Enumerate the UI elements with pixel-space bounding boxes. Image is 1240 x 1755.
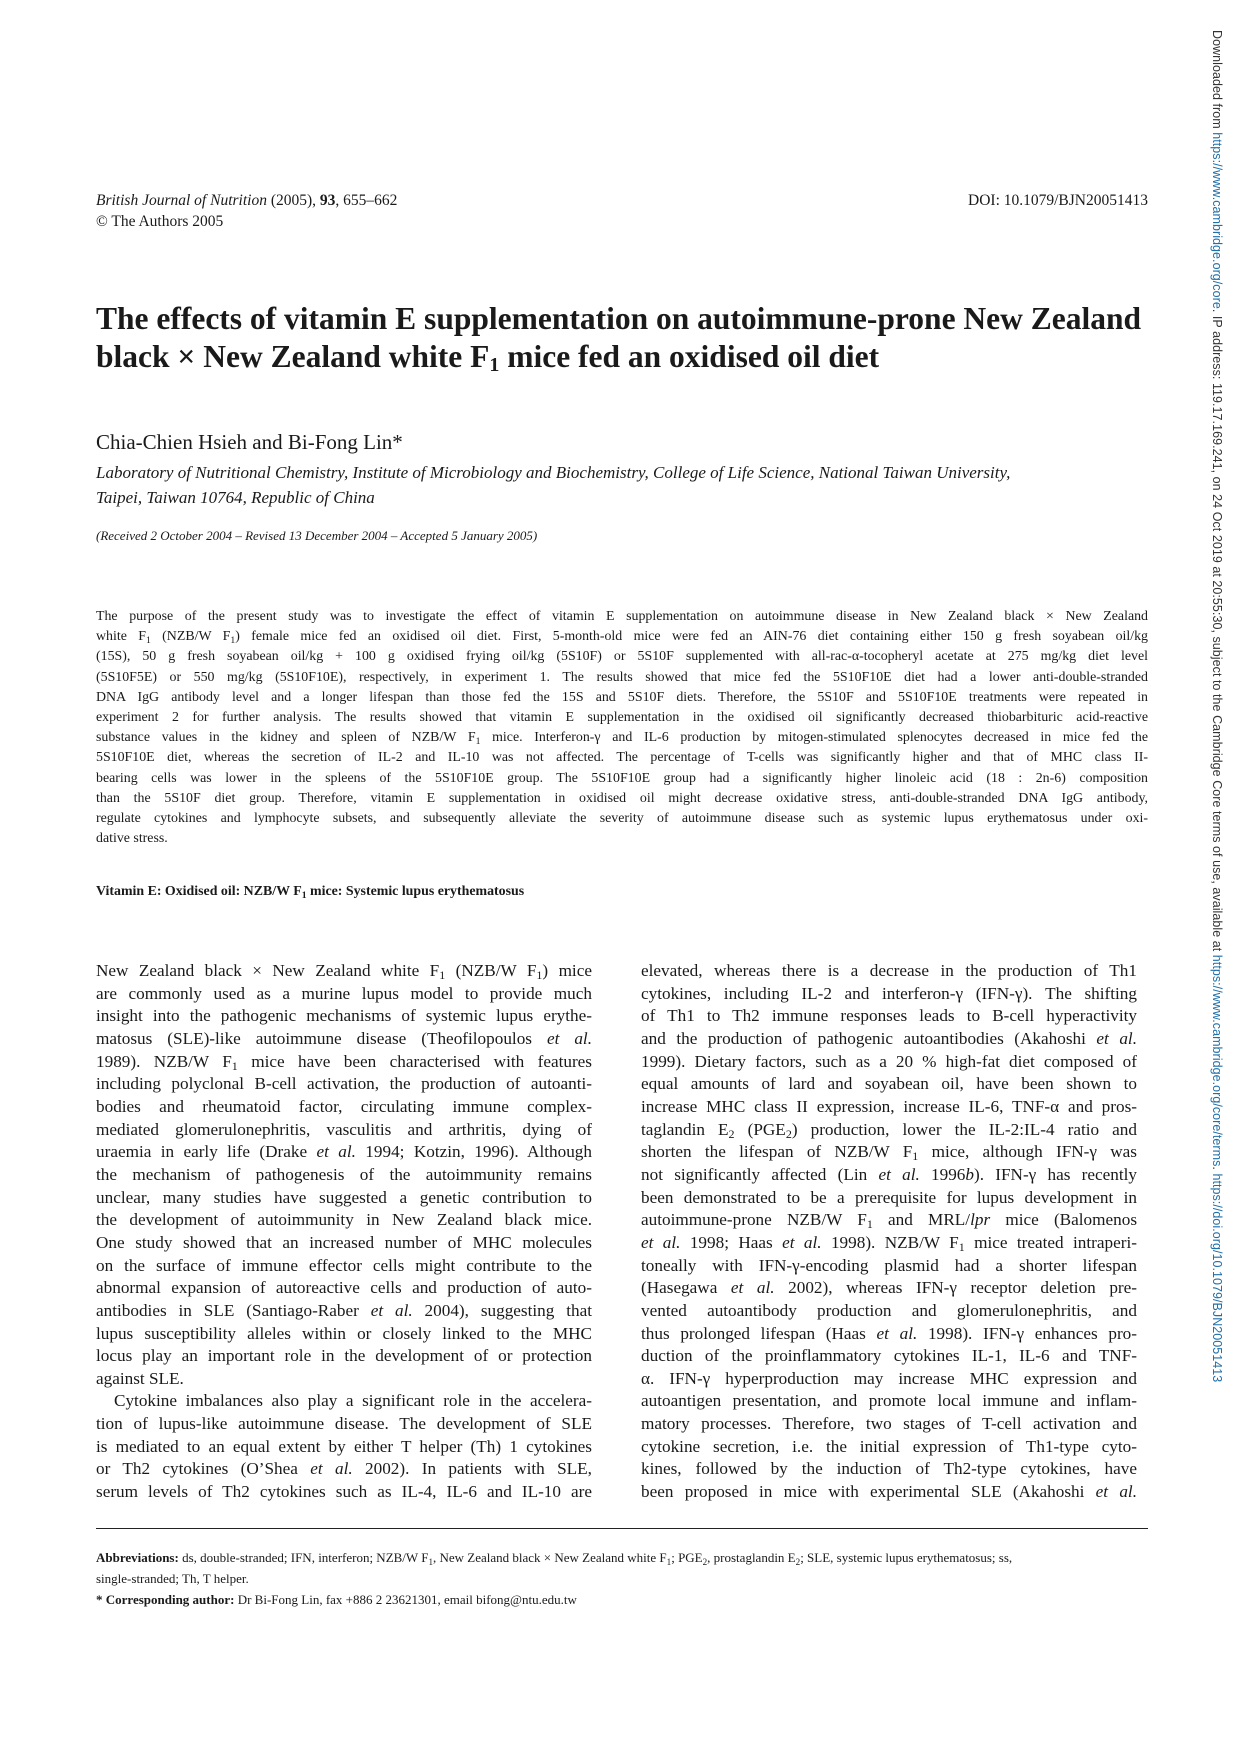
journal-citation — [96, 190, 397, 232]
affiliation — [96, 460, 1148, 510]
doi-link[interactable]: https://doi.org/10.1079/BJN20051413 — [1210, 1173, 1224, 1383]
footnote-divider — [96, 1528, 1148, 1529]
journal-volume: 93 — [319, 192, 336, 209]
journal-pages: , 655–662 — [335, 192, 398, 209]
terms-link[interactable]: https://www.cambridge.org/core/terms — [1210, 954, 1224, 1167]
body-column-left: New Zealand black × New Zealand white $F_1$ (NZB/W $F_1$) mice are commonly used as a murine lupus model to provide much insight into the pathogenic mechanisms of systemic lupus erythe- matosus (SLE)-like autoimmune disease (Theofilopoulos et al. 1989). NZB/W $F_1$ mice have been characterised with features including polyclonal B-cell activation, the production of autoanti- bodies and rheumatoid factor, circulating immune complex- mediated glomerulonephritis, vasculitis and arthritis, dying of uraemia in early life (Drake et al. 1994; Kotzin, 1996). Although the mechanism of pathogenesis of the autoimmunity remains unclear, many studies have suggested a genetic contribution to the development of autoimmunity in New Zealand black mice. One study showed that an increased number of MHC molecules on the surface of immune effector cells might contribute to the abnormal expansion of autoreactive cells and production of auto- antibodies in SLE (Santiago-Raber et al. 2004), suggesting that lupus susceptibility alleles within or closely linked to the MHC locus play an important role in the development of or protection against SLE. Cytokine imbalances also play a significant role in the accelera- tion of lupus-like autoimmune disease. The development of SLE is mediated to an equal extent by either T helper (Th) 1 cytokines or Th2 cytokines (O’Shea et al. 2002). In patients with SLE, serum levels of Th2 cytokines such as IL-4, IL-6 and IL-10 are — [96, 961, 593, 1502]
journal-name: British Journal of Nutrition — [96, 192, 267, 209]
affiliation-line-1: Laboratory of Nutritional Chemistry, Institute of Microbiology and Biochemistry, College of Life Science, National Taiwan University, — [96, 463, 1011, 482]
footnotes: Abbreviations: ds, double-stranded; IFN, interferon; NZB/W $F_1$, New Zealand black × New Zealand white $F_1$; $PGE_2$, prostaglandin $E_2$; SLE, systemic lupus erythematosus; ss, single-stranded; Th, T helper. * Corresponding author: Dr Bi-Fong Lin, fax +886 2 23621301, email bifong@ntu.edu.tw — [96, 1547, 1148, 1610]
journal-year: (2005), — [270, 192, 317, 209]
cambridge-core-link[interactable]: https://www.cambridge.org/core — [1210, 132, 1224, 309]
copyright: © The Authors 2005 — [96, 213, 224, 230]
corresponding-author: * Corresponding author: Dr Bi-Fong Lin, fax +886 2 23621301, email bifong@ntu.edu.tw — [96, 1592, 577, 1607]
authors: Chia-Chien Hsieh and Bi-Fong Lin* — [96, 430, 403, 454]
article-page — [96, 0, 1148, 1755]
title-line-2: black × New Zealand white $F_1$ mice fed an oxidised oil diet — [96, 339, 880, 376]
download-watermark: Downloaded from https://www.cambridge.org/core. IP address: 119.17.169.241, on 24 Oct 2019 at 20:55:30, subject to the Cambridge Core terms of use, available at https://www.cambridge.org/core/terms. https://doi.org/10.1079/BJN20051413 — [1210, 30, 1224, 1383]
article-title — [96, 300, 1148, 376]
affiliation-line-2: Taipei, Taiwan 10764, Republic of China — [96, 488, 375, 507]
keywords: Vitamin E: Oxidised oil: NZB/W $F_1$ mice: Systemic lupus erythematosus — [96, 884, 525, 901]
received-dates: (Received 2 October 2004 – Revised 13 December 2004 – Accepted 5 January 2005) — [96, 528, 538, 543]
body-column-right: elevated, whereas there is a decrease in the production of Th1 cytokines, including IL-2 and interferon-γ (IFN-γ). The shifting of Th1 to Th2 immune responses leads to B-cell hyperactivity and the production of pathogenic autoantibodies (Akahoshi et al. 1999). Dietary factors, such as a 20 % high-fat diet composed of equal amounts of lard and soyabean oil, have been shown to increase MHC class II expression, increase IL-6, TNF-α and pros- taglandin $E_2$ $(PGE_2)$ production, lower the IL-2:IL-4 ratio and shorten the lifespan of NZB/W $F_1$ mice, although IFN-γ was not significantly affected (Lin et al. 1996b). IFN-γ has recently been demonstrated to be a prerequisite for lupus development in autoimmune-prone NZB/W $F_1$ and MRL/lpr mice (Balomenos et al. 1998; Haas et al. 1998). NZB/W $F_1$ mice treated intraperi- toneally with IFN-γ-encoding plasmid had a shorter lifespan (Hasegawa et al. 2002), whereas IFN-γ receptor deletion pre- vented autoantibody production and glomerulonephritis, and thus prolonged lifespan (Haas et al. 1998). IFN-γ enhances pro- duction of the proinflammatory cytokines IL-1, IL-6 and TNF- α. IFN-γ hyperproduction may increase MHC expression and autoantigen presentation, and promote local immune and inflam- matory processes. Therefore, two stages of T-cell activation and cytokine secretion, i.e. the initial expression of Th1-type cyto- kines, followed by the induction of Th2-type cytokines, have been proposed in mice with experimental SLE (Akahoshi et al. — [641, 961, 1138, 1502]
abbreviations: Abbreviations: ds, double-stranded; IFN, interferon; NZB/W $F_1$, New Zealand black × New Zealand white $F_1$; $PGE_2$, prostaglandin $E_2$; SLE, systemic lupus erythematosus; ss, — [96, 1550, 1013, 1567]
doi: DOI: 10.1079/BJN20051413 — [968, 192, 1148, 209]
title-line-1: The effects of vitamin E supplementation on autoimmune-prone New Zealand — [96, 301, 1142, 336]
abstract: The purpose of the present study was to investigate the effect of vitamin E supplementation on autoimmune disease in New Zealand black × New Zealand white $F_1$ (NZB/W $F_1$) female mice fed an oxidised oil diet. First, 5-month-old mice were fed an AIN-76 diet containing either 150 g fresh soyabean oil/kg (15S), 50 g fresh soyabean oil/kg + 100 g oxidised frying oil/kg (5S10F) or 5S10F supplemented with all-rac-α-tocopheryl acetate at 275 mg/kg diet level (5S10F5E) or 550 mg/kg (5S10F10E), respectively, in experiment 1. The results showed that mice fed the 5S10F10E diet had a lower anti-double-stranded DNA IgG antibody level and a longer lifespan than those fed the 15S and 5S10F diets. Therefore, the 5S10F and 5S10F10E treatments were repeated in experiment 2 for further analysis. The results showed that vitamin E supplementation in the oxidised oil significantly decreased thiobarbituric acid-reactive substance values in the kidney and spleen of NZB/W $F_1$ mice. Interferon-γ and IL-6 production by mitogen-stimulated splenocytes decreased in mice fed the 5S10F10E diet, whereas the secretion of IL-2 and IL-10 was not affected. The percentage of T-cells was significantly higher and that of MHC class II- bearing cells was lower in the spleens of the 5S10F10E group. The 5S10F10E group had a significantly higher linoleic acid (18 : 2n-6) composition than the 5S10F diet group. Therefore, vitamin E supplementation in oxidised oil might decrease oxidative stress, anti-double-stranded DNA IgG antibody, regulate cytokines and lymphocyte subsets, and subsequently alleviate the severity of autoimmune disease such as systemic lupus erythematosus under oxi- dative stress. — [96, 609, 1148, 847]
